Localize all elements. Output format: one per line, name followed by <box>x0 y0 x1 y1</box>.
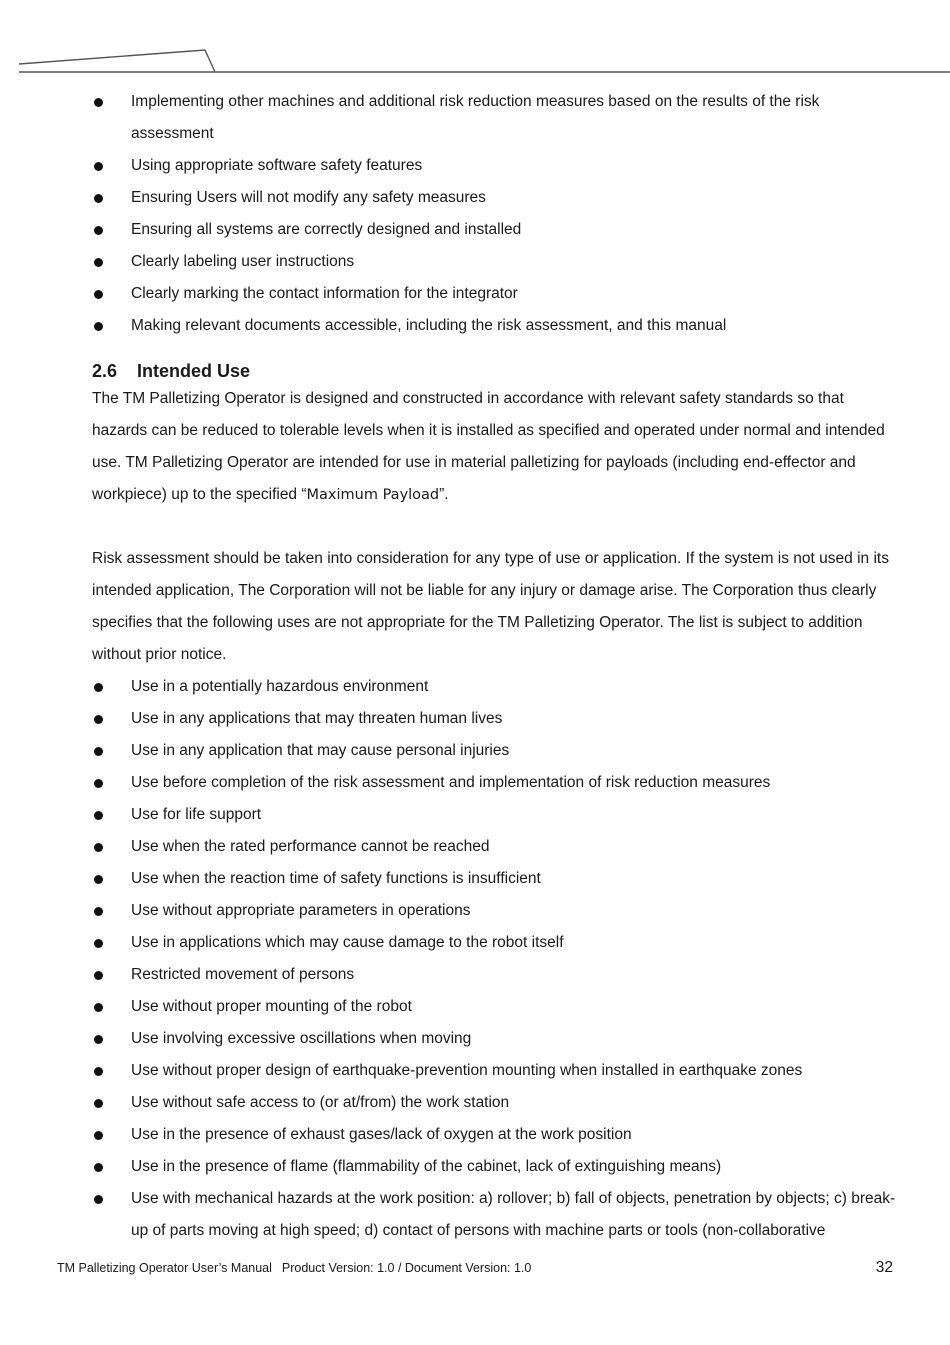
page-content <box>92 86 902 1247</box>
inappropriate-uses-list <box>92 671 902 1247</box>
list-item: Use in any application that may cause personal injuries <box>92 735 902 767</box>
footer-manual-title: TM Palletizing Operator User’s Manual <box>57 1261 272 1275</box>
list-item: Ensuring Users will not modify any safety measures <box>92 182 902 214</box>
list-item: Ensuring all systems are correctly designed and installed <box>92 214 902 246</box>
list-item: Use when the rated performance cannot be reached <box>92 831 902 863</box>
maximum-payload-term: Maximum Payload <box>306 487 440 503</box>
paragraph-text: The TM Palletizing Operator is designed and constructed in accordance with relevant safety standards so that hazards can be reduced to tolerable levels when it is installed as specified and operated under normal and intended use. TM Palletizing Operator are intended for use in material palletizing for payloads (including end-effector and workpiece) up to the specified “ <box>92 390 885 503</box>
header-rule <box>0 0 950 80</box>
risk-assessment-paragraph: Risk assessment should be taken into consideration for any type of use or application. If the system is not used in its intended application, The Corporation will not be liable for any injury or damage arise. The Corporation thus clearly specifies that the following uses are not appropriate for the TM Palletizing Operator. The list is subject to addition without prior notice. <box>92 550 889 663</box>
section-number: 2.6 <box>92 361 118 381</box>
footer-version: Product Version: 1.0 / Document Version: 1.0 <box>281 1261 532 1275</box>
page-footer <box>57 1261 531 1275</box>
list-item: Use without proper design of earthquake-prevention mounting when installed in earthquake zones <box>92 1055 902 1087</box>
section-title: Intended Use <box>137 361 251 381</box>
list-item: Use before completion of the risk assessment and implementation of risk reduction measures <box>92 767 902 799</box>
list-item: Use without appropriate parameters in operations <box>92 895 902 927</box>
list-item: Making relevant documents accessible, including the risk assessment, and this manual <box>92 310 902 342</box>
list-item: Use in the presence of exhaust gases/lack of oxygen at the work position <box>92 1119 902 1151</box>
page-number: 32 <box>875 1259 893 1276</box>
intended-use-paragraph <box>92 383 902 511</box>
list-item: Implementing other machines and additional risk reduction measures based on the results of the risk assessment <box>92 86 902 150</box>
list-item: Use with mechanical hazards at the work position: a) rollover; b) fall of objects, penetration by objects; c) break-up of parts moving at high speed; d) contact of persons with machine parts or tools (non-collaborative <box>92 1183 902 1247</box>
integrator-responsibilities-list <box>92 86 902 342</box>
paragraph-spacer <box>92 511 902 543</box>
list-item: Use for life support <box>92 799 902 831</box>
list-item: Restricted movement of persons <box>92 959 902 991</box>
list-item: Use when the reaction time of safety functions is insufficient <box>92 863 902 895</box>
list-item: Using appropriate software safety features <box>92 150 902 182</box>
list-item: Clearly labeling user instructions <box>92 246 902 278</box>
section-heading <box>92 359 902 383</box>
list-item: Use in applications which may cause damage to the robot itself <box>92 927 902 959</box>
list-item: Use without safe access to (or at/from) the work station <box>92 1087 902 1119</box>
list-item: Use in the presence of flame (flammability of the cabinet, lack of extinguishing means) <box>92 1151 902 1183</box>
list-item: Use involving excessive oscillations when moving <box>92 1023 902 1055</box>
paragraph-text-end: ”. <box>439 486 449 503</box>
list-item: Clearly marking the contact information for the integrator <box>92 278 902 310</box>
list-item: Use without proper mounting of the robot <box>92 991 902 1023</box>
list-item: Use in a potentially hazardous environment <box>92 671 902 703</box>
list-item: Use in any applications that may threaten human lives <box>92 703 902 735</box>
